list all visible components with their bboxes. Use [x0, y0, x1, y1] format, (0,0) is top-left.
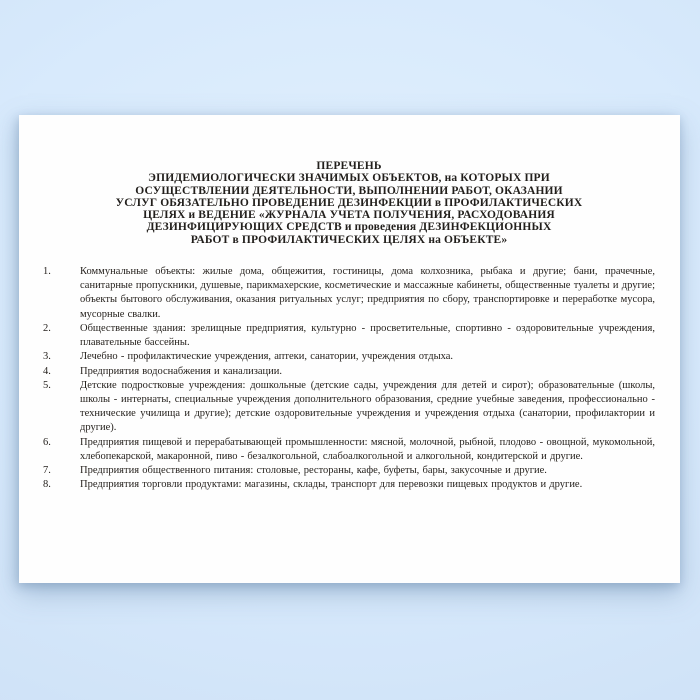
item-text: Предприятия водоснабжения и канализации.: [80, 365, 283, 377]
title-line: ЭПИДЕМИОЛОГИЧЕСКИ ЗНАЧИМЫХ ОБЪЕКТОВ, на КОТОРЫХ ПРИ: [148, 172, 550, 185]
list-item: [43, 265, 655, 322]
item-number: 7.: [43, 464, 51, 476]
title-line: ПЕРЕЧЕНЬ: [316, 160, 382, 172]
item-number: 6.: [43, 436, 51, 448]
item-text: Предприятия общественного питания: столовые, рестораны, кафе, буфеты, бары, закусочные и другие.: [80, 464, 547, 476]
title-line: ДЕЗИНФИЦИРУЮЩИХ СРЕДСТВ и проведения ДЕЗИНФЕКЦИОННЫХ: [146, 221, 552, 234]
item-text: Предприятия пищевой и перерабатывающей промышленности: мясной, молочной, рыбной, плодово - овощной, мукомольной, хлебопекарской, макаронной, пиво - безалкогольной, слабоалкогольной и алкогольной, кондитерской и другие.: [80, 436, 655, 462]
title-line: УСЛУГ ОБЯЗАТЕЛЬНО ПРОВЕДЕНИЕ ДЕЗИНФЕКЦИИ в ПРОФИЛАКТИЧЕСКИХ: [115, 196, 583, 209]
list-item: [43, 436, 655, 464]
item-number: 2.: [43, 322, 51, 334]
list-item: [43, 365, 655, 379]
item-text: Предприятия торговли продуктами: магазины, склады, транспорт для перевозки пищевых продуктов и другие.: [80, 479, 583, 491]
document-title: [43, 160, 655, 246]
document-sheet: [19, 115, 680, 583]
list-item: [43, 464, 655, 478]
item-text: Лечебно - профилактические учреждения, аптеки, санатории, учреждения отдыха.: [80, 351, 454, 363]
item-text: Общественные здания: зрелищные предприятия, культурно - просветительные, спортивно - оздоровительные учреждения, плавательные бассейны.: [80, 322, 655, 349]
item-number: 1.: [43, 266, 51, 278]
item-text: Коммунальные объекты: жилые дома, общежития, гостиницы, дома колхозника, рыбака и другие; бани, прачечные, санитарные пропускники, душевые, парикмахерские, косметические и массажные кабинеты, общественные туалеты и другие; объекты бытового обслуживания, оказания ритуальных услуг; предприятия по сбору, транспортировке и переработке мусора, мусорные свалки.: [80, 266, 655, 320]
item-number: 4.: [43, 365, 51, 377]
numbered-list: [43, 265, 655, 492]
title-line: ОСУЩЕСТВЛЕНИИ ДЕЯТЕЛЬНОСТИ, ВЫПОЛНЕНИИ РАБОТ, ОКАЗАНИИ: [135, 184, 563, 197]
item-number: 8.: [43, 479, 51, 491]
list-item: [43, 478, 655, 492]
item-text: Детские подростковые учреждения: дошкольные (детские сады, учреждения для детей и сирот); образовательные (школы, школы - интернаты, специальные учреждения дополнительного образования, средние учебные заведения, профессионально - технические училища и другие); детские оздоровительные учреждения и учреждения отдыха (санатории, профилактории и другие).: [80, 379, 655, 434]
item-number: 5.: [43, 379, 51, 391]
list-item: [43, 350, 655, 364]
title-line: ЦЕЛЯХ и ВЕДЕНИЕ «ЖУРНАЛА УЧЕТА ПОЛУЧЕНИЯ, РАСХОДОВАНИЯ: [143, 209, 555, 222]
item-number: 3.: [43, 351, 51, 363]
list-item: [43, 379, 655, 436]
title-line: РАБОТ в ПРОФИЛАКТИЧЕСКИХ ЦЕЛЯХ на ОБЪЕКТЕ»: [190, 233, 508, 246]
list-item: [43, 322, 655, 350]
